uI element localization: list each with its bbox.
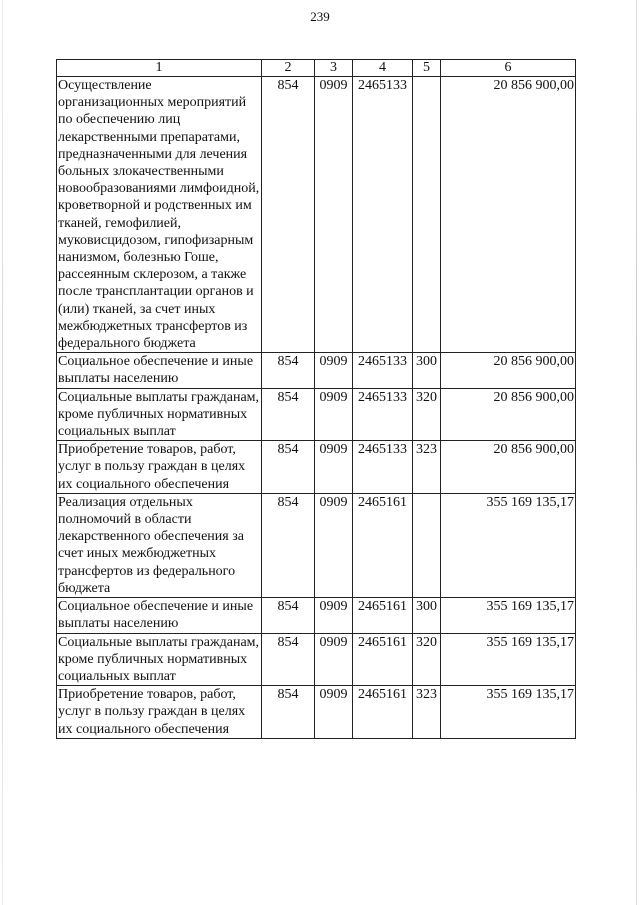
row-ministry-code: 854 bbox=[262, 353, 315, 388]
row-ministry-code: 854 bbox=[262, 77, 315, 353]
row-ministry-code: 854 bbox=[262, 493, 315, 597]
page-number: 239 bbox=[310, 9, 330, 24]
table-row bbox=[57, 388, 576, 441]
scan-edge-right bbox=[636, 0, 637, 905]
row-name: Социальные выплаты гражданам, кроме публичных нормативных социальных выплат bbox=[57, 633, 262, 686]
row-ministry-code: 854 bbox=[262, 388, 315, 441]
budget-table bbox=[56, 59, 576, 739]
row-section-code: 0909 bbox=[315, 77, 353, 353]
header-cell-4: 4 bbox=[353, 60, 413, 77]
row-name: Приобретение товаров, работ, услуг в пользу граждан в целях их социального обеспечения bbox=[57, 441, 262, 494]
row-section-code: 0909 bbox=[315, 493, 353, 597]
row-section-code: 0909 bbox=[315, 441, 353, 494]
table-row bbox=[57, 633, 576, 686]
table-row bbox=[57, 441, 576, 494]
row-section-code: 0909 bbox=[315, 353, 353, 388]
table-row bbox=[57, 598, 576, 633]
table-row bbox=[57, 493, 576, 597]
row-name: Социальное обеспечение и иные выплаты населению bbox=[57, 353, 262, 388]
header-cell-2: 2 bbox=[262, 60, 315, 77]
table-row bbox=[57, 686, 576, 739]
row-amount: 355 169 135,17 bbox=[441, 686, 576, 739]
row-target-code: 2465161 bbox=[353, 493, 413, 597]
header-cell-5: 5 bbox=[413, 60, 441, 77]
row-amount: 20 856 900,00 bbox=[441, 441, 576, 494]
row-expense-type: 323 bbox=[413, 441, 441, 494]
row-expense-type: 300 bbox=[413, 598, 441, 633]
row-target-code: 2465161 bbox=[353, 633, 413, 686]
row-ministry-code: 854 bbox=[262, 633, 315, 686]
row-target-code: 2465133 bbox=[353, 77, 413, 353]
table-row bbox=[57, 77, 576, 353]
row-name: Приобретение товаров, работ, услуг в пользу граждан в целях их социального обеспечения bbox=[57, 686, 262, 739]
row-section-code: 0909 bbox=[315, 388, 353, 441]
row-amount: 20 856 900,00 bbox=[441, 77, 576, 353]
scan-edge-left bbox=[2, 0, 3, 905]
row-name: Социальные выплаты гражданам, кроме публичных нормативных социальных выплат bbox=[57, 388, 262, 441]
row-expense-type bbox=[413, 493, 441, 597]
row-expense-type: 320 bbox=[413, 633, 441, 686]
row-expense-type bbox=[413, 77, 441, 353]
row-amount: 20 856 900,00 bbox=[441, 388, 576, 441]
row-ministry-code: 854 bbox=[262, 598, 315, 633]
row-ministry-code: 854 bbox=[262, 686, 315, 739]
row-expense-type: 323 bbox=[413, 686, 441, 739]
row-amount: 355 169 135,17 bbox=[441, 598, 576, 633]
row-name: Осуществление организационных мероприятий по обеспечению лиц лекарственными препаратами, предназначенными для лечения больных злокачественными новообразованиями лимфоидной, кроветворной и родственных им тканей, гемофилией, муковисцидозом, гипофизарным нанизмом, болезнью Гоше, рассеянным склерозом, а также после трансплантации органов и (или) тканей, за счет иных межбюджетных трансфертов из федерального бюджета bbox=[57, 77, 262, 353]
header-cell-3: 3 bbox=[315, 60, 353, 77]
row-amount: 355 169 135,17 bbox=[441, 493, 576, 597]
row-target-code: 2465161 bbox=[353, 598, 413, 633]
row-target-code: 2465133 bbox=[353, 353, 413, 388]
row-section-code: 0909 bbox=[315, 633, 353, 686]
row-name: Социальное обеспечение и иные выплаты населению bbox=[57, 598, 262, 633]
row-expense-type: 320 bbox=[413, 388, 441, 441]
row-amount: 355 169 135,17 bbox=[441, 633, 576, 686]
header-cell-6: 6 bbox=[441, 60, 576, 77]
row-ministry-code: 854 bbox=[262, 441, 315, 494]
row-name: Реализация отдельных полномочий в области лекарственного обеспечения за счет иных межбюджетных трансфертов из федерального бюджета bbox=[57, 493, 262, 597]
row-section-code: 0909 bbox=[315, 686, 353, 739]
table-row bbox=[57, 353, 576, 388]
row-amount: 20 856 900,00 bbox=[441, 353, 576, 388]
row-expense-type: 300 bbox=[413, 353, 441, 388]
header-cell-1: 1 bbox=[57, 60, 262, 77]
row-target-code: 2465161 bbox=[353, 686, 413, 739]
row-target-code: 2465133 bbox=[353, 388, 413, 441]
row-target-code: 2465133 bbox=[353, 441, 413, 494]
table-header-row bbox=[57, 60, 576, 77]
row-section-code: 0909 bbox=[315, 598, 353, 633]
